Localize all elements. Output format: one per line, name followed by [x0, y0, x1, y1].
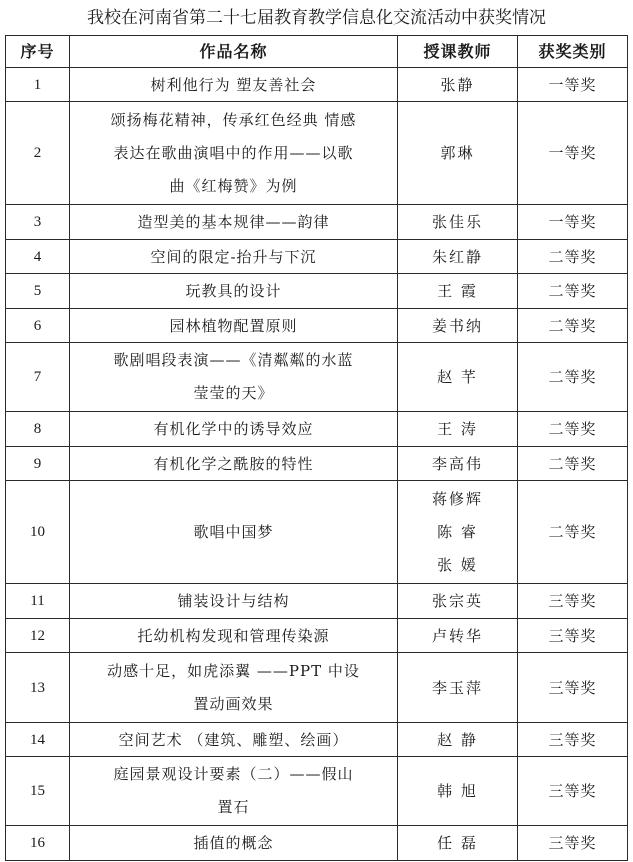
cell-award: 三等奖 [518, 584, 628, 619]
table-row [6, 102, 628, 205]
cell-work [70, 619, 398, 653]
cell-work [70, 343, 398, 412]
teacher-name: 张 媛 [437, 555, 478, 574]
cell-teacher [398, 68, 518, 102]
teacher-name: 姜书纳 [431, 316, 483, 335]
cell-index: 1 [6, 68, 70, 102]
work-title-line: 铺装设计与结构 [177, 592, 290, 610]
work-title-line: 托幼机构发现和管理传染源 [137, 626, 330, 645]
cell-award: 三等奖 [518, 619, 628, 653]
cell-award: 三等奖 [518, 826, 628, 861]
cell-index: 5 [6, 274, 70, 309]
cell-work [70, 757, 398, 826]
table-row [6, 240, 628, 274]
work-title-line: 颂扬梅花精神，传承红色经典 情感 [110, 110, 357, 129]
cell-teacher [398, 240, 518, 274]
cell-work [70, 447, 398, 481]
header-row [6, 36, 628, 68]
teacher-name: 赵 静 [437, 730, 478, 749]
cell-work [70, 205, 398, 240]
header-index: 序号 [6, 36, 70, 68]
cell-index: 8 [6, 412, 70, 447]
cell-work [70, 240, 398, 274]
cell-award: 三等奖 [518, 757, 628, 826]
table-row [6, 447, 628, 481]
table-body [6, 68, 628, 861]
work-title-line: 庭园景观设计要素（二）——假山 [113, 765, 354, 783]
work-title-line: 动感十足，如虎添翼 ——PPT 中设 [107, 661, 360, 680]
cell-teacher [398, 653, 518, 723]
cell-teacher [398, 584, 518, 619]
cell-teacher [398, 102, 518, 205]
cell-index: 4 [6, 240, 70, 274]
table-row [6, 309, 628, 343]
work-title-line: 空间艺术 （建筑、雕塑、绘画） [118, 730, 349, 749]
cell-work [70, 412, 398, 447]
work-title-line: 插值的概念 [193, 834, 274, 852]
cell-teacher [398, 757, 518, 826]
teacher-name: 赵 芊 [437, 368, 478, 386]
cell-teacher [398, 447, 518, 481]
cell-index: 15 [6, 757, 70, 826]
cell-work [70, 274, 398, 309]
cell-teacher [398, 826, 518, 861]
awards-table [5, 35, 628, 861]
teacher-name: 任 磊 [437, 834, 478, 852]
teacher-name: 张静 [440, 75, 475, 94]
table-row [6, 343, 628, 412]
cell-index: 3 [6, 205, 70, 240]
cell-award: 二等奖 [518, 343, 628, 412]
work-title-line: 置动画效果 [193, 694, 274, 713]
work-title-line: 歌剧唱段表演——《清粼粼的水蓝 [113, 351, 354, 369]
work-title-line: 歌唱中国梦 [193, 523, 274, 541]
table-row [6, 274, 628, 309]
table-row [6, 723, 628, 757]
teacher-name: 韩 旭 [437, 782, 478, 800]
teacher-name: 卢转华 [431, 626, 483, 645]
cell-index: 6 [6, 309, 70, 343]
cell-award: 一等奖 [518, 102, 628, 205]
teacher-name: 王 霞 [437, 282, 478, 300]
work-title-line: 树利他行为 塑友善社会 [150, 75, 317, 94]
table-row [6, 653, 628, 723]
cell-award: 二等奖 [518, 447, 628, 481]
work-title-line: 有机化学中的诱导效应 [153, 420, 314, 438]
cell-work [70, 723, 398, 757]
cell-award: 二等奖 [518, 481, 628, 584]
cell-work [70, 653, 398, 723]
cell-award: 三等奖 [518, 723, 628, 757]
work-title-line: 置石 [217, 798, 250, 816]
work-title-line: 曲《红梅赞》为例 [169, 176, 298, 195]
teacher-name: 王 涛 [437, 420, 478, 438]
cell-teacher [398, 723, 518, 757]
cell-teacher [398, 619, 518, 653]
cell-work [70, 481, 398, 584]
cell-index: 2 [6, 102, 70, 205]
cell-index: 16 [6, 826, 70, 861]
cell-award: 二等奖 [518, 240, 628, 274]
teacher-name: 张宗英 [431, 592, 483, 610]
cell-work [70, 309, 398, 343]
header-work: 作品名称 [70, 36, 398, 68]
cell-teacher [398, 309, 518, 343]
cell-work [70, 584, 398, 619]
work-title-line: 莹莹的天》 [193, 384, 274, 402]
cell-award: 一等奖 [518, 68, 628, 102]
teacher-name: 郭琳 [440, 144, 475, 162]
cell-index: 12 [6, 619, 70, 653]
cell-teacher [398, 412, 518, 447]
teacher-name: 朱红静 [431, 247, 483, 266]
teacher-name: 李高伟 [431, 454, 483, 473]
document-title: 我校在河南省第二十七届教育教学信息化交流活动中获奖情况 [87, 8, 546, 28]
table-row [6, 68, 628, 102]
cell-teacher [398, 481, 518, 584]
cell-work [70, 68, 398, 102]
work-title-line: 有机化学之酰胺的特性 [153, 454, 314, 473]
table-row [6, 481, 628, 584]
table-row [6, 584, 628, 619]
table-row [6, 619, 628, 653]
header-award: 获奖类别 [518, 36, 628, 68]
cell-work [70, 826, 398, 861]
cell-award: 二等奖 [518, 412, 628, 447]
cell-work [70, 102, 398, 205]
cell-index: 13 [6, 653, 70, 723]
cell-award: 二等奖 [518, 274, 628, 309]
cell-teacher [398, 274, 518, 309]
cell-award: 三等奖 [518, 653, 628, 723]
cell-teacher [398, 343, 518, 412]
work-title-line: 表达在歌曲演唱中的作用——以歌 [113, 143, 354, 162]
teacher-name: 蒋修辉 [431, 489, 483, 508]
table-row [6, 757, 628, 826]
cell-index: 14 [6, 723, 70, 757]
work-title-line: 空间的限定-抬升与下沉 [150, 247, 317, 266]
work-title-line: 园林植物配置原则 [169, 316, 298, 335]
header-teacher: 授课教师 [398, 36, 518, 68]
cell-award: 一等奖 [518, 205, 628, 240]
cell-award: 二等奖 [518, 309, 628, 343]
cell-index: 7 [6, 343, 70, 412]
cell-teacher [398, 205, 518, 240]
work-title-line: 造型美的基本规律——韵律 [137, 213, 330, 231]
teacher-name: 陈 睿 [437, 522, 478, 541]
teacher-name: 李玉萍 [431, 678, 483, 697]
cell-index: 9 [6, 447, 70, 481]
teacher-name: 张佳乐 [431, 213, 483, 231]
table-row [6, 205, 628, 240]
table-row [6, 826, 628, 861]
cell-index: 11 [6, 584, 70, 619]
cell-index: 10 [6, 481, 70, 584]
work-title-line: 玩教具的设计 [185, 282, 282, 300]
table-row [6, 412, 628, 447]
